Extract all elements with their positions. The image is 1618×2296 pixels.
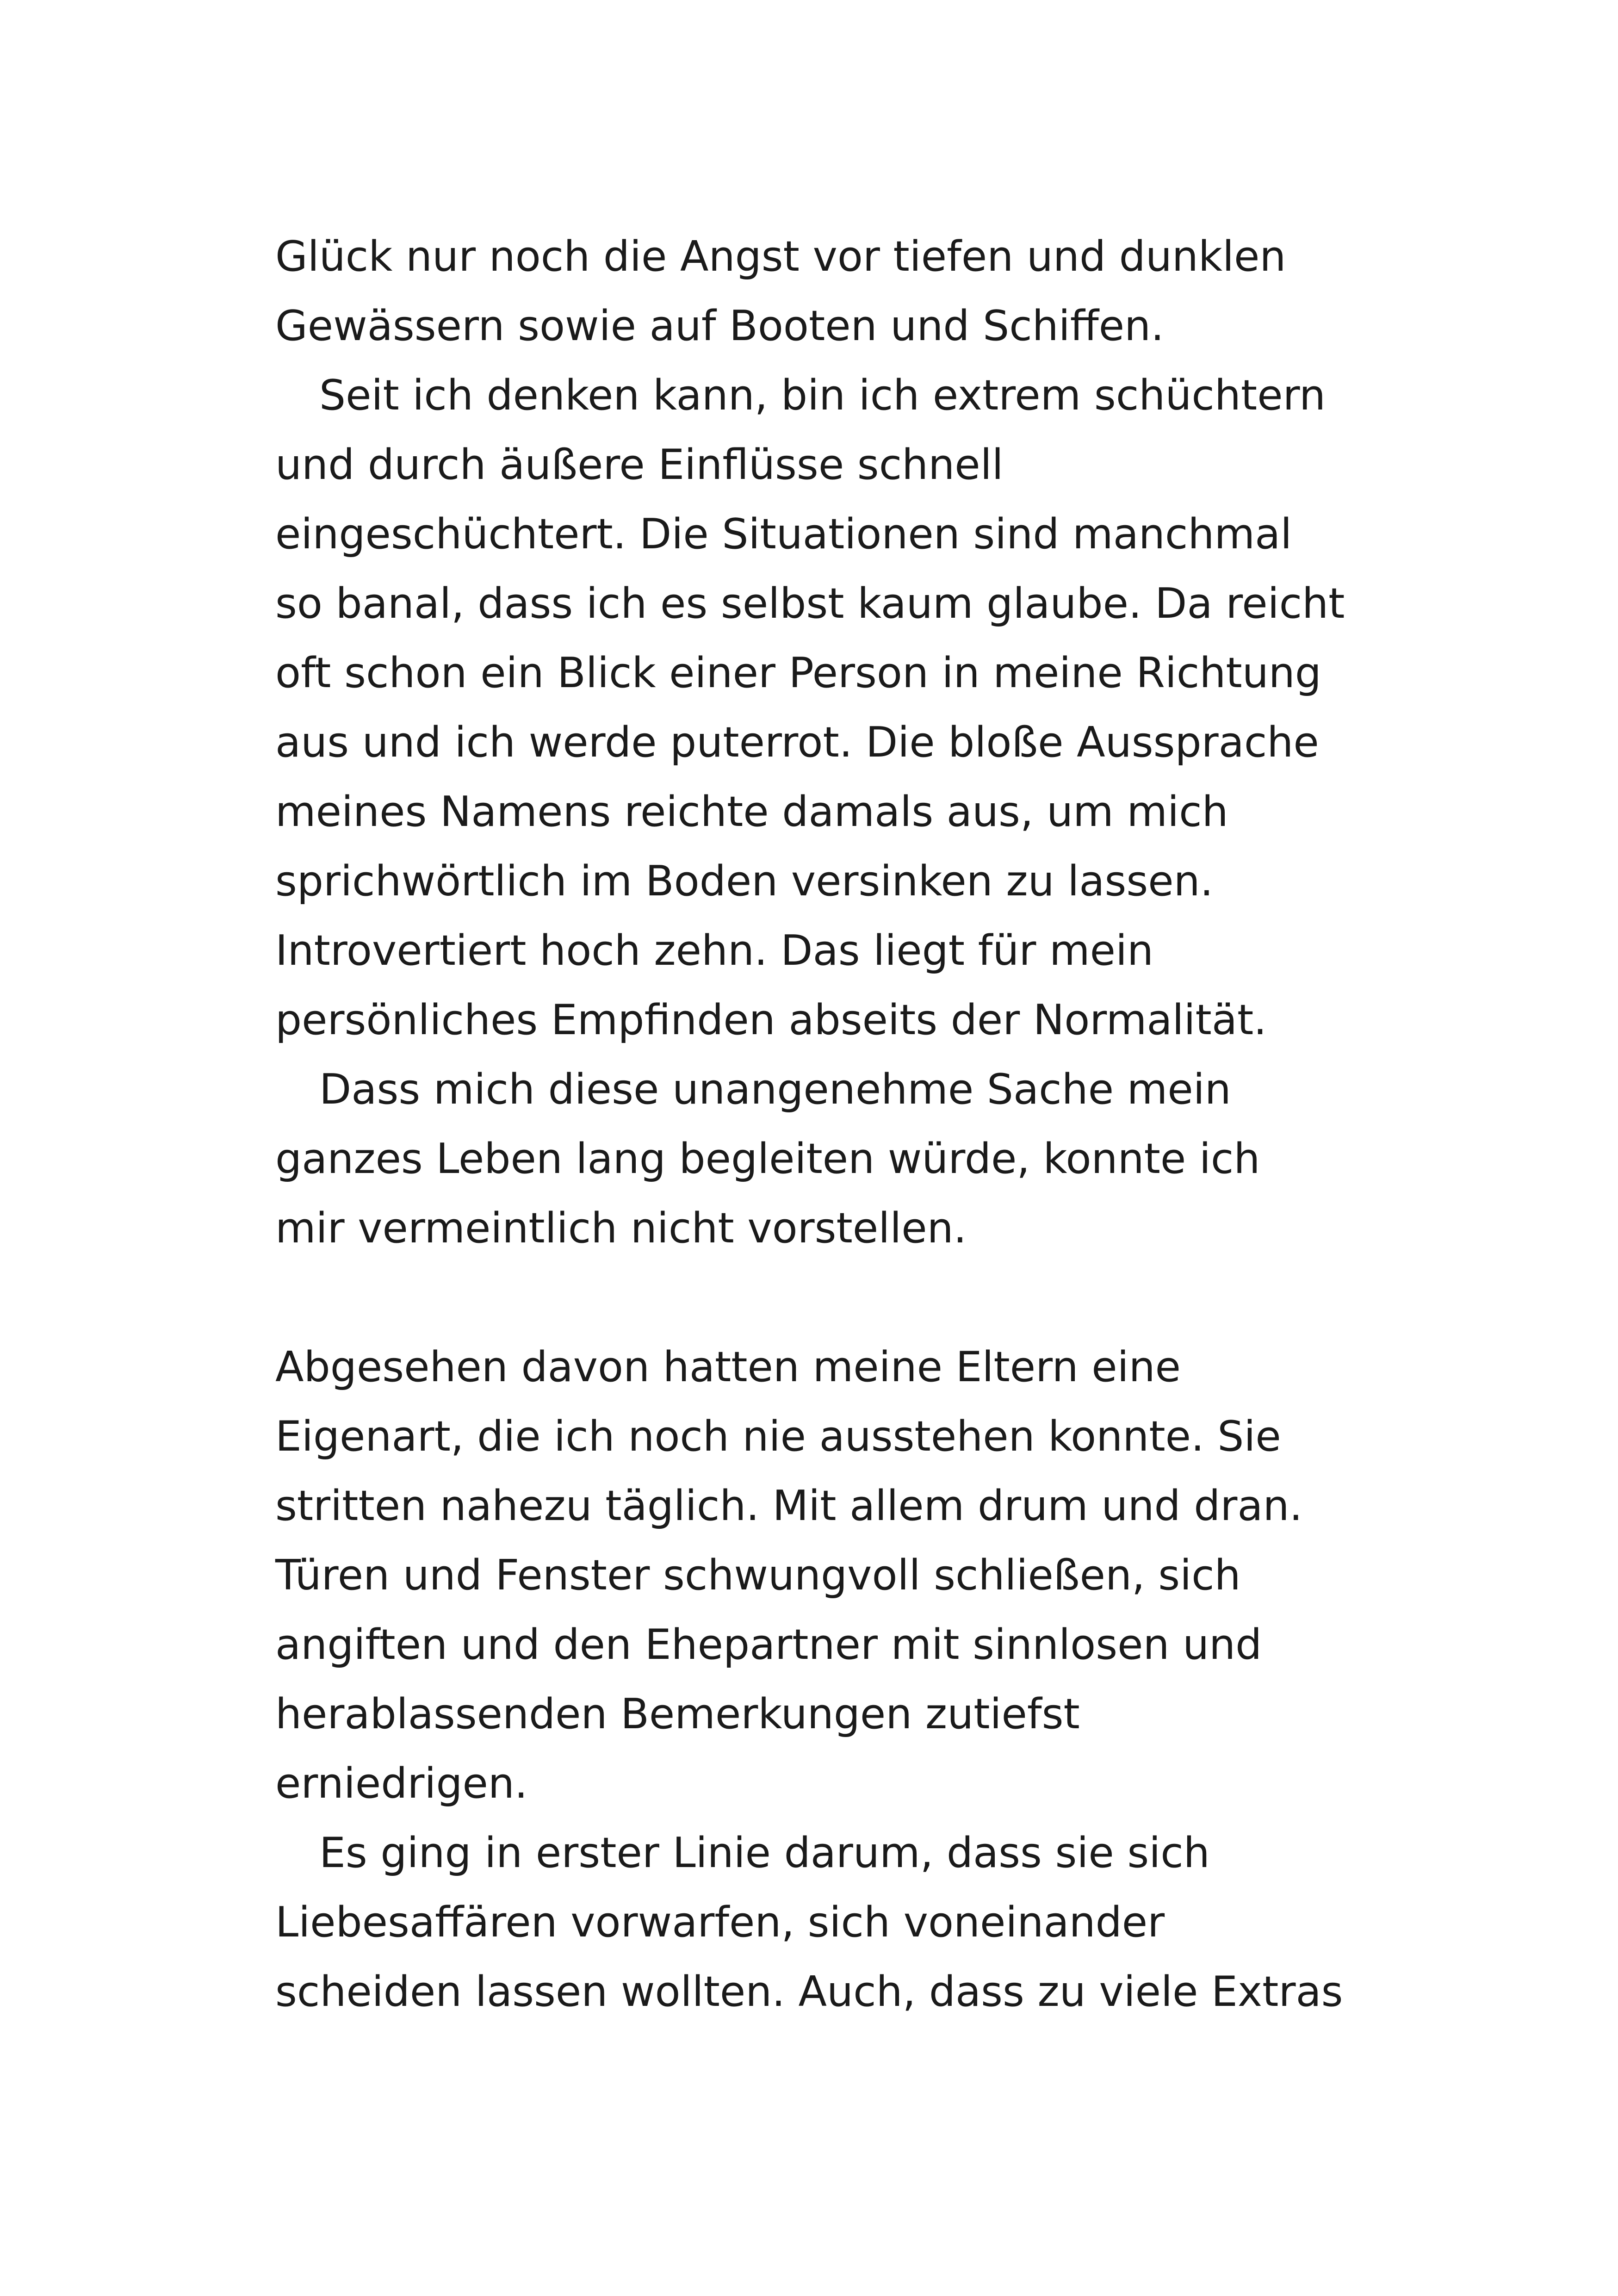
paragraph [275,361,1386,1055]
text-line: Eigenart, die ich noch nie ausstehen konnte. Sie [275,1412,1281,1461]
text-line: Es ging in erster Linie darum, dass sie sich [319,1829,1210,1877]
text-line: und durch äußere Einflüsse schnell [275,441,1004,489]
text-line: Türen und Fenster schwungvoll schließen, sich [275,1551,1241,1600]
text-line: oft schon ein Blick einer Person in meine Richtung [275,649,1321,697]
text-line: erniedrigen. [275,1759,528,1808]
text-line: persönliches Empfinden abseits der Normalität. [275,996,1267,1044]
text-line: scheiden lassen wollten. Auch, dass zu viele Extras [275,1967,1343,2016]
paragraph [275,1818,1386,2027]
text-line: angiften und den Ehepartner mit sinnlosen und [275,1620,1262,1669]
paragraph [275,222,1386,361]
text-line: mir vermeintlich nicht vorstellen. [275,1204,967,1253]
text-line: Dass mich diese unangenehme Sache mein [319,1065,1231,1114]
text-line: Introvertiert hoch zehn. Das liegt für mein [275,926,1154,975]
text-line: Liebesaffären vorwarfen, sich voneinander [275,1898,1165,1947]
text-line: eingeschüchtert. Die Situationen sind manchmal [275,510,1292,558]
text-line: Seit ich denken kann, bin ich extrem schüchtern [319,371,1326,420]
text-line: ganzes Leben lang begleiten würde, konnte ich [275,1135,1260,1183]
paragraph [275,1333,1386,1818]
text-line: herablassenden Bemerkungen zutiefst [275,1690,1080,1738]
text-line: Glück nur noch die Angst vor tiefen und dunklen [275,232,1286,281]
text-line: Gewässern sowie auf Booten und Schiffen. [275,302,1164,350]
paragraph [275,1055,1386,1263]
text-line: sprichwörtlich im Boden versinken zu lassen. [275,857,1214,906]
text-line: Abgesehen davon hatten meine Eltern eine [275,1343,1181,1391]
text-line: meines Namens reichte damals aus, um mich [275,788,1228,836]
text-line: aus und ich werde puterrot. Die bloße Aussprache [275,718,1319,767]
text-line: so banal, dass ich es selbst kaum glaube. Da reicht [275,579,1345,628]
text-line: stritten nahezu täglich. Mit allem drum und dran. [275,1482,1303,1530]
body-text [275,222,1386,2027]
section-break [275,1263,1386,1333]
